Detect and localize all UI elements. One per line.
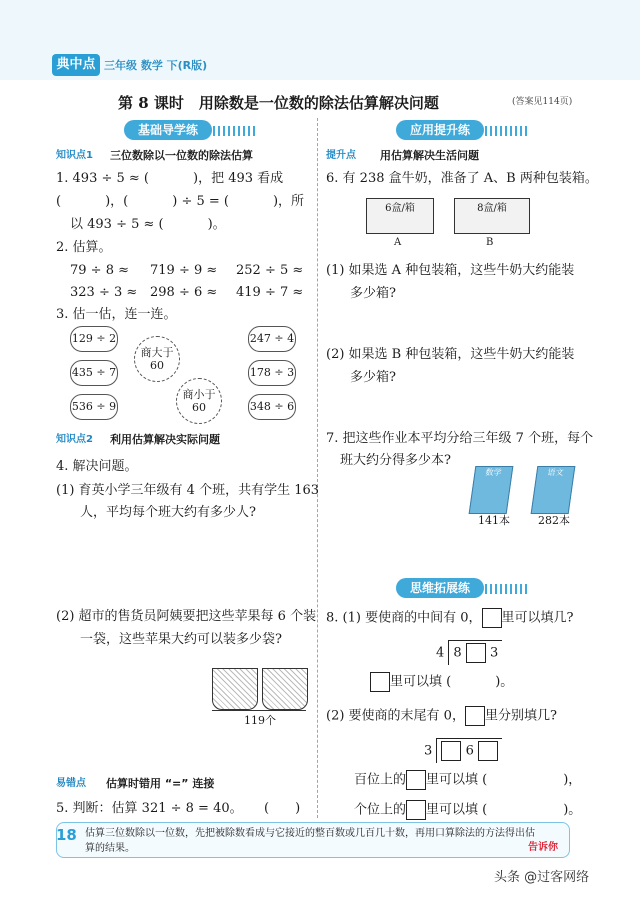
apple-basket — [212, 668, 258, 710]
digit-box[interactable] — [406, 770, 426, 790]
digit-box[interactable] — [478, 741, 498, 761]
lesson-title: 第 8 课时 用除数是一位数的除法估算解决问题 — [118, 94, 439, 112]
q5-answer-paren[interactable]: ( ) — [264, 801, 301, 816]
chinese-book — [531, 466, 576, 514]
q8-text: 百位上的 — [354, 772, 407, 788]
cloud-expression[interactable]: 348 ÷ 6 — [248, 394, 296, 420]
division-1 — [436, 640, 502, 665]
dividend-digit: 6 — [465, 743, 474, 759]
q8-text: 里可以填 ( — [390, 674, 452, 690]
q8-text: )。 — [563, 802, 582, 818]
watermark-credit: 头条 @过客网络 — [494, 870, 590, 885]
page-number: 18 — [56, 826, 77, 844]
q6-part2-cont: 多少箱? — [350, 370, 396, 385]
q4-part2: (2) 超市的售货员阿姨要把这些苹果每 6 个装 — [56, 609, 317, 624]
q2-item: 252 ÷ 5 ≈ — [236, 263, 304, 278]
box-a — [366, 198, 434, 234]
divisor: 4 — [436, 645, 445, 661]
q8-text: 里可以填 ( — [426, 802, 488, 818]
q1-text: )，( — [105, 194, 129, 209]
q8-text: 个位上的 — [354, 802, 407, 818]
kp1-title: 三位数除以一位数的除法估算 — [110, 149, 253, 162]
division-2 — [424, 738, 502, 763]
box-b-caption: B — [486, 237, 494, 248]
grade-label: 三年级 数学 下(R版) — [104, 59, 208, 72]
digit-box[interactable] — [406, 800, 426, 820]
math-book — [469, 466, 514, 514]
q2-item: 419 ÷ 7 ≈ — [236, 285, 304, 300]
lift-point-tag: 提升点 — [326, 150, 356, 161]
chinese-book-label: 语文 — [546, 468, 565, 477]
apple-basket — [262, 668, 308, 710]
q8-line1 — [326, 608, 573, 628]
q3-title: 3. 估一估，连一连。 — [56, 307, 177, 322]
digit-box[interactable] — [482, 608, 502, 628]
kp2-title: 利用估算解决实际问题 — [110, 433, 220, 446]
chinese-book-count: 282本 — [538, 514, 570, 527]
box-b-label: 8盒/箱 — [477, 203, 507, 214]
box-a-caption: A — [394, 237, 402, 248]
q8-text: 里可以填 ( — [426, 772, 488, 788]
section-thinking: 思维拓展练 — [396, 578, 484, 598]
digit-box[interactable] — [466, 643, 486, 663]
apples-count: 119个 — [244, 714, 276, 727]
q1-text: ) ÷ 5 = ( — [172, 194, 229, 209]
q7-line1: 7. 把这些作业本平均分给三年级 7 个班，每个 — [326, 431, 594, 446]
q1-text: )，所 — [272, 194, 305, 209]
section-application: 应用提升练 — [396, 120, 484, 140]
cloud-expression[interactable]: 178 ÷ 3 — [248, 360, 296, 386]
q7-line2: 班大约分得多少本? — [340, 453, 451, 468]
tip-text: 估算三位数除以一位数，先把被除数看成与它接近的整百数或几百几十数，再用口算除法的方法得出估算的结果。 — [85, 828, 535, 854]
q2-item: 323 ÷ 3 ≈ — [70, 285, 138, 300]
section-basic-stripes — [208, 126, 258, 136]
q4-part2-cont: 一袋，这些苹果大约可以装多少袋? — [80, 632, 282, 647]
q4-title: 4. 解决问题。 — [56, 459, 138, 474]
math-book-count: 141本 — [478, 514, 510, 527]
digit-box[interactable] — [441, 741, 461, 761]
kp2-tag: 知识点2 — [56, 434, 93, 445]
q8-line2 — [370, 672, 513, 692]
q8-line4 — [354, 770, 581, 790]
q2-title: 2. 估算。 — [56, 240, 112, 255]
q8-text: 里分别填几? — [484, 708, 557, 724]
q8-text: (2) 要使商的末尾有 0， — [326, 708, 465, 724]
dividend-digit: 8 — [453, 645, 462, 661]
digit-box[interactable] — [370, 672, 390, 692]
answer-reference: (答案见114页) — [512, 97, 573, 107]
section-application-stripes — [480, 126, 530, 136]
q1-line1 — [56, 170, 283, 188]
flower-quotient-under-60[interactable]: 商小于60 — [176, 378, 222, 424]
cloud-expression[interactable]: 129 ÷ 2 — [70, 326, 118, 352]
q1-text: ( — [56, 194, 62, 209]
q1-text: )。 — [207, 217, 226, 232]
q6-intro: 6. 有 238 盒牛奶，准备了 A、B 两种包装箱。 — [326, 171, 598, 186]
kp1-tag: 知识点1 — [56, 150, 93, 161]
q6-part2: (2) 如果选 B 种包装箱，这些牛奶大约能装 — [326, 347, 575, 362]
cloud-expression[interactable]: 536 ÷ 9 — [70, 394, 118, 420]
q8-text: 里可以填几? — [501, 610, 574, 626]
apples-brace — [212, 710, 306, 711]
box-a-label: 6盒/箱 — [385, 203, 415, 214]
flower-quotient-over-60[interactable]: 商大于60 — [134, 336, 180, 382]
q2-item: 298 ÷ 6 ≈ — [150, 285, 218, 300]
math-book-label: 数学 — [484, 468, 503, 477]
brand-logo: 典中点 — [52, 54, 100, 76]
q1-text: 1. 493 ÷ 5 ≈ ( — [56, 171, 150, 186]
divisor: 3 — [424, 743, 433, 759]
q1-text: 以 493 ÷ 5 ≈ ( — [70, 217, 164, 232]
dividend-digit: 3 — [489, 645, 499, 661]
tell-you-label: 告诉你 — [528, 842, 558, 853]
q6-part1-cont: 多少箱? — [350, 286, 396, 301]
q1-text: )，把 493 看成 — [193, 171, 284, 186]
q8-text: )。 — [495, 674, 514, 690]
q1-line3 — [70, 216, 226, 234]
q1-line2 — [56, 193, 304, 211]
section-thinking-stripes — [480, 584, 530, 594]
q8-text: )， — [563, 772, 582, 788]
section-basic: 基础导学练 — [124, 120, 212, 140]
box-b — [454, 198, 530, 234]
kp3-title: 估算时错用 “=” 连接 — [106, 777, 215, 790]
lift-point-title: 用估算解决生活问题 — [380, 149, 479, 162]
tip-box — [56, 822, 570, 858]
column-divider — [317, 118, 318, 818]
kp3-tag: 易错点 — [56, 778, 86, 789]
q2-item: 79 ÷ 8 ≈ — [70, 263, 129, 278]
cloud-expression[interactable]: 247 ÷ 4 — [248, 326, 296, 352]
q8-line3 — [326, 706, 557, 726]
cloud-expression[interactable]: 435 ÷ 7 — [70, 360, 118, 386]
q8-text: 8. (1) 要使商的中间有 0， — [326, 610, 482, 626]
q5-text: 5. 判断：估算 321 ÷ 8 = 40。 — [56, 801, 243, 816]
q4-part1: (1) 育英小学三年级有 4 个班，共有学生 163 — [56, 483, 320, 498]
q2-item: 719 ÷ 9 ≈ — [150, 263, 218, 278]
q6-part1: (1) 如果选 A 种包装箱，这些牛奶大约能装 — [326, 263, 575, 278]
q4-part1-cont: 人，平均每个班大约有多少人? — [80, 505, 256, 520]
q8-line5 — [354, 800, 581, 820]
digit-box[interactable] — [465, 706, 485, 726]
